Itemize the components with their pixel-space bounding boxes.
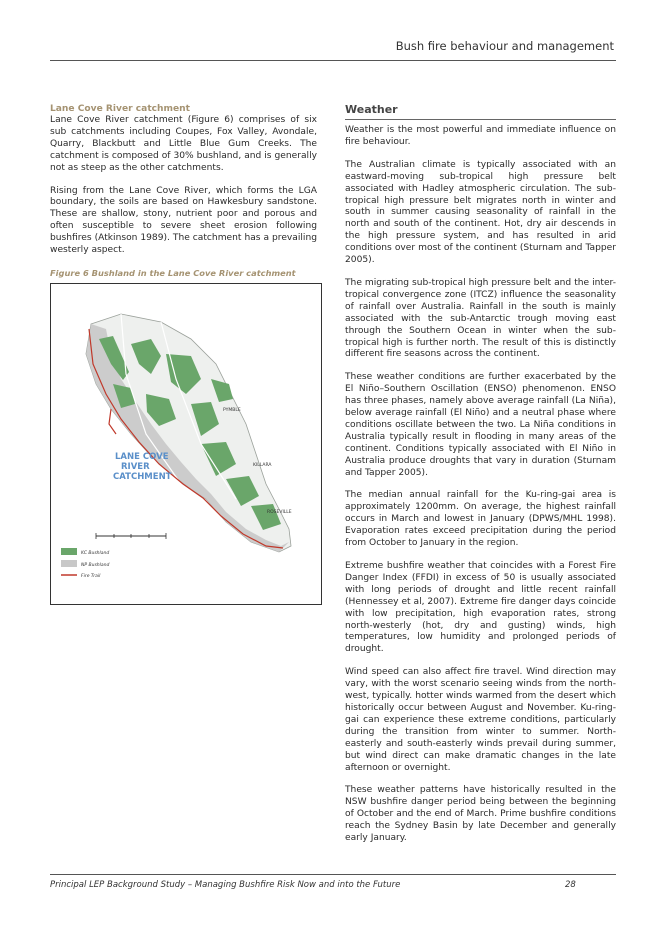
paragraph: Wind speed can also affect fire travel. Wind direction may vary, with the worst scenario seeing winds from the north-west, typically. hotter winds warmed from the desert which historically occur between August and November. Ku-ring-gai can experience these extreme conditions, particularly during the transition from winter to summer. North-easterly and south-easterly winds prevail during summer, but wind direct can make dramatic changes in the late afternoon or overnight. bbox=[345, 667, 616, 773]
paragraph: Lane Cove River catchment (Figure 6) comprises of six sub catchments including Coupes, Fox Valley, Avondale, Quarry, Blackbutt and Little Blue Gum Creeks. The catchment is composed of 30% bushland, and is generally not as steep as the other catchments. bbox=[50, 115, 317, 173]
place-label-pymble: PYMBLE bbox=[223, 407, 241, 413]
paragraph: These weather conditions are further exacerbated by the El Niño–Southern Oscillation (ENSO) phenomenon. ENSO has three phases, namely above average rainfall (La Niña), below average rainfall (El Niño) and a neutral phase where conditions oscillate between the two. La Niña conditions in Australia typically result in flooding in many areas of the continent. Conditions typically associated with El Niño in Australia produce droughts that vary in duration (Sturnam and Tapper 2005). bbox=[345, 372, 616, 478]
right-column bbox=[345, 103, 616, 856]
legend-label-trail: Fire Trail bbox=[81, 573, 101, 579]
paragraph: These weather patterns have historically resulted in the NSW bushfire danger period being between the beginning of October and the end of March. Prime bushfire conditions reach the Sydney Basin by late December and generally early January. bbox=[345, 785, 616, 844]
paragraph: Weather is the most powerful and immediate influence on fire behaviour. bbox=[345, 125, 616, 147]
place-label-roseville: ROSEVILLE bbox=[267, 509, 292, 515]
paragraph: Rising from the Lane Cove River, which forms the LGA boundary, the soils are based on Hawkesbury sandstone. These are shallow, stony, nutrient poor and porous and often susceptible to severe sheet erosion following bushfires (Atkinson 1989). The catchment has a prevailing westerly aspect. bbox=[50, 185, 317, 256]
legend-swatch-np bbox=[61, 560, 77, 567]
catchment-label: CATCHMENT bbox=[113, 471, 172, 482]
catchment-map bbox=[50, 283, 322, 605]
running-footer: Principal LEP Background Study – Managing Bushfire Risk Now and into the Future bbox=[50, 880, 401, 890]
section-heading-lane-cove: Lane Cove River catchment bbox=[50, 104, 190, 114]
figure-caption: Figure 6 Bushland in the Lane Cove River catchment bbox=[50, 267, 296, 278]
running-header: Bush fire behaviour and management bbox=[395, 39, 614, 53]
header-divider bbox=[50, 60, 616, 61]
paragraph: The median annual rainfall for the Ku-ring-gai area is approximately 1200mm. On average, the highest rainfall occurs in March and lowest in January (DPWS/MHL 1998). Evaporation rates exceed precipitation during the period from October to January in the region. bbox=[345, 490, 616, 549]
scale-bar bbox=[96, 533, 166, 539]
place-label-killara: KILLARA bbox=[253, 462, 272, 468]
map-graphic bbox=[51, 284, 321, 604]
paragraph: The Australian climate is typically associated with an eastward-moving sub-tropical high pressure belt associated with Hadley atmospheric circulation. The sub-tropical high pressure belt migrates north in winter and south in summer causing seasonality of rainfall in the north and south of the continent. Hot, dry air descends in the high pressure system, and has resulted in arid conditions over most of the continent (Sturnam and Tapper 2005). bbox=[345, 159, 616, 266]
legend-label-np: NP Bushland bbox=[81, 562, 110, 568]
legend-label-kc: KC Bushland bbox=[81, 550, 110, 556]
footer-divider bbox=[50, 874, 616, 875]
paragraph: Extreme bushfire weather that coincides with a Forest Fire Danger Index (FFDI) in excess of 50 is usually associated with long periods of drought and little recent rainfall (Hennessey et al, 2007). Extreme fire danger days coincide with low precipitation, high evaporation rates, strong north-westerly (hot, dry and gusting) winds, high temperatures, low humidity and prolonged periods of drought. bbox=[345, 561, 616, 655]
paragraph: The migrating sub-tropical high pressure belt and the inter-tropical convergence zone (ITCZ) influence the seasonality of rainfall over Australia. Rainfall in the south is mainly associated with the sub-Antarctic trough moving east through the Southern Ocean in winter when the sub-tropical high is further north. The result of this is distinctly different fire seasons across the continent. bbox=[345, 277, 616, 360]
section-heading-weather: Weather bbox=[345, 103, 616, 120]
page-number: 28 bbox=[565, 880, 576, 890]
left-column bbox=[50, 103, 317, 605]
catchment-label: RIVER bbox=[121, 461, 150, 472]
legend-swatch-kc bbox=[61, 548, 77, 555]
catchment-label: LANE COVE bbox=[115, 451, 169, 462]
